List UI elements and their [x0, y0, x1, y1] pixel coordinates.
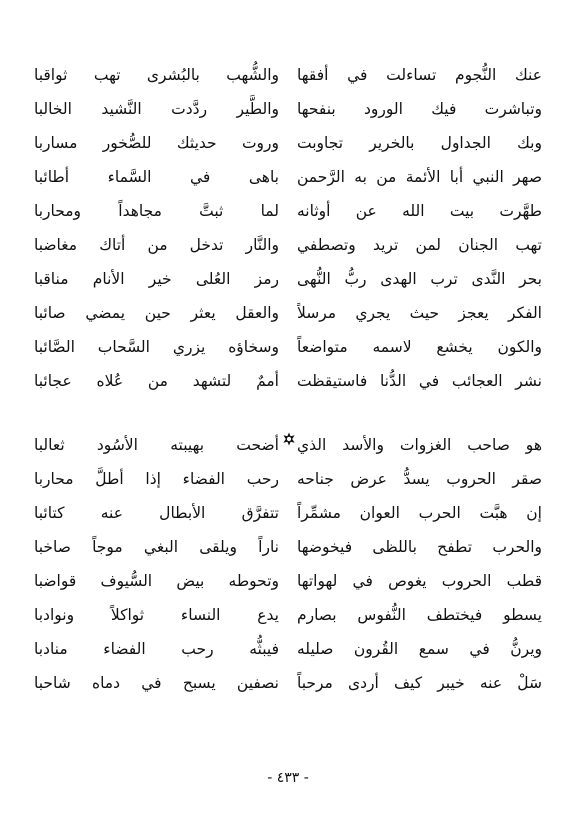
second-hemistich: نصفين يسبح في دماه شاحبا [34, 674, 279, 692]
verse-line [34, 330, 542, 364]
first-hemistich: وبك الجداول بالخرير تجاوبت [297, 134, 542, 152]
first-hemistich: ويرنُّ في سمع القُرون صليله [297, 640, 542, 658]
second-hemistich: والنَّار تدخل من أتاك مغاضبا [34, 236, 279, 254]
stanza-1 [34, 58, 542, 398]
second-hemistich: رمز العُلى خير الأنام مناقبا [34, 270, 279, 288]
stanza-2 [34, 428, 542, 700]
first-hemistich: بحر النَّدى ترب الهدى ربُّ النُّهى [297, 270, 542, 288]
first-hemistich: نشر العجائب في الدُّنا فاستيقظت [297, 372, 542, 390]
verse-line [34, 598, 542, 632]
first-hemistich: إن هبَّت الحرب العوان مشمِّراً [297, 504, 542, 522]
first-hemistich: والكون يخشع لاسمه متواضعاً [297, 338, 542, 356]
first-hemistich: يسطو فيختطف النُّفوس بصارم [297, 606, 542, 624]
verse-line [34, 160, 542, 194]
second-hemistich: يدع النساء ثواكلاً ونوادبا [34, 606, 279, 624]
verse-line [34, 296, 542, 330]
verse-line [34, 632, 542, 666]
second-hemistich: والشُّهب بالبُشرى تهب ثواقبا [34, 66, 279, 84]
second-hemistich: فيبثُّه رحب الفضاء منادبا [34, 640, 279, 658]
verse-line [34, 496, 542, 530]
verse-line [34, 462, 542, 496]
first-hemistich: والحرب تطفح باللظى فيخوضها [297, 538, 542, 556]
first-hemistich: وتباشرت فيك الورود بنفحها [297, 100, 542, 118]
first-hemistich: الفكر يعجز حيث يجري مرسلاً [297, 304, 542, 322]
first-hemistich: طهَّرت بيت الله عن أوثانه [297, 202, 542, 220]
first-hemistich: هو صاحب الغزوات والأسد الذي [297, 436, 542, 454]
second-hemistich: أممٌ لتشهد من عُلاه عجائبا [34, 372, 279, 390]
verse-line [34, 564, 542, 598]
verse-line [34, 262, 542, 296]
first-hemistich: صقر الحروب يسدُّ عرض جناحه [297, 470, 542, 488]
verse-line [34, 666, 542, 700]
second-hemistich: رحب الفضاء إذا أطلَّ محاربا [34, 470, 279, 488]
first-hemistich: عنك النُّجوم تساءلت في أفقها [297, 66, 542, 84]
verse-line [34, 194, 542, 228]
first-hemistich: قطب الحروب يغوص في لهواتها [297, 572, 542, 590]
verse-line [34, 364, 542, 398]
verse-line [34, 58, 542, 92]
verse-line [34, 126, 542, 160]
verse-line [34, 530, 542, 564]
second-hemistich: لما ثبتَّ مجاهداً ومحاربا [34, 202, 279, 220]
second-hemistich: وتحوطه بيض السُّيوف قواضبا [34, 572, 279, 590]
second-hemistich: أضحت بهيبته الأسُود ثعالبا [34, 436, 279, 454]
second-hemistich: وسخاؤه يزري السَّحاب الصَّائبا [34, 338, 279, 356]
first-hemistich: تهب الجنان لمن تريد وتصطفي [297, 236, 542, 254]
second-hemistich: ناراً ويلقى البغي موجاً صاخبا [34, 538, 279, 556]
verse-line [34, 428, 542, 462]
second-hemistich: والعقل يعثر حين يمضي صائبا [34, 304, 279, 322]
first-hemistich: سَلْ عنه خيبر كيف أردى مرحباً [297, 674, 542, 692]
first-hemistich: صهر النبي أبا الأئمة من به الرَّحمن [297, 168, 542, 186]
verse-line [34, 92, 542, 126]
second-hemistich: تتفرَّق الأبطال عنه كتائبا [34, 504, 279, 522]
page-number: - ٤٣٣ - [267, 770, 309, 786]
second-hemistich: باهى في السَّماء أطائبا [34, 168, 279, 186]
verse-line [34, 228, 542, 262]
second-hemistich: والطَّير ردَّدت النَّشيد الخالبا [34, 100, 279, 118]
second-hemistich: وروت حديثك للصُّخور مساربا [34, 134, 279, 152]
